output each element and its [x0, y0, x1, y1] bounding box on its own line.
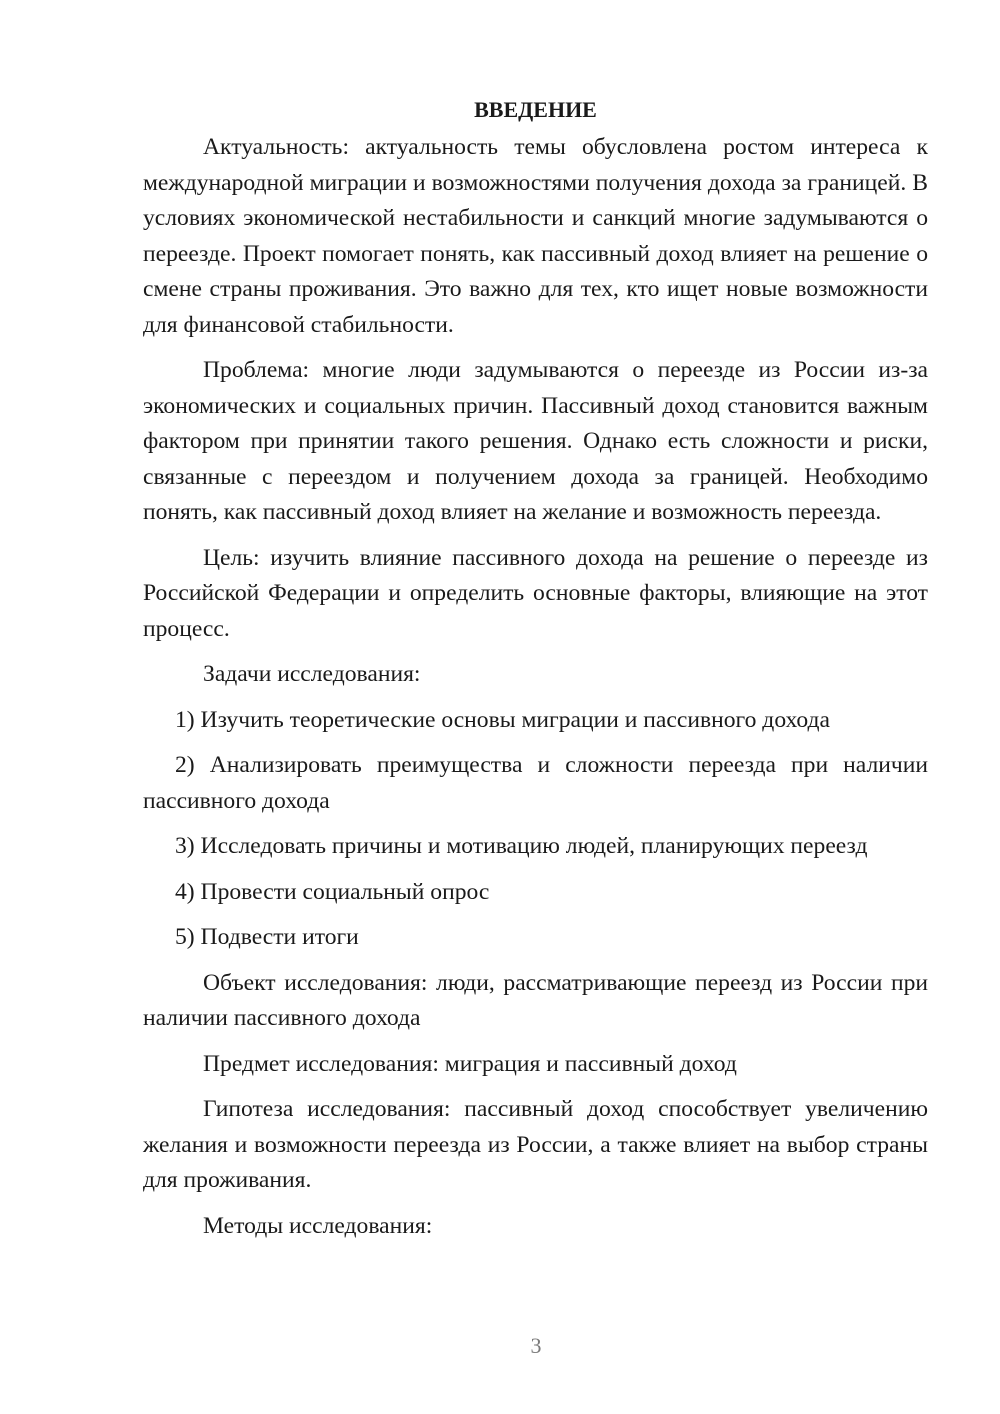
paragraph-hypothesis: Гипотеза исследования: пассивный доход способствует увеличению желания и возможности переезда из России, а также влияет на выбор страны для проживания. — [143, 1096, 928, 1193]
page-number: 3 — [530, 1333, 542, 1358]
paragraph-object: Объект исследования: люди, рассматривающие переезд из России при наличии пассивного дохода — [143, 969, 928, 1031]
paragraph-subject: Предмет исследования: миграция и пассивный доход — [203, 1050, 737, 1077]
task-item-1: 1) Изучить теоретические основы миграции и пассивного дохода — [175, 706, 831, 733]
task-item-3: 3) Исследовать причины и мотивацию людей, планирующих переезд — [175, 833, 868, 859]
methods-heading: Методы исследования: — [203, 1212, 433, 1239]
paragraph-problem: Проблема: многие люди задумываются о переезде из России из-за экономических и социальных причин. Пассивный доход становится важным фактором при принятии такого решения. Однако есть сложности и риски, связанные с переездом и получением дохода за границей. Необходимо понять, как пассивный доход влияет на желание и возможность переезда. — [143, 357, 928, 525]
task-item-4: 4) Провести социальный опрос — [175, 878, 490, 905]
paragraph-relevance: Актуальность: актуальность темы обусловлена ростом интереса к международной миграции и возможностями получения дохода за границей. В условиях экономической нестабильности и санкций многие задумываются о переезде. Проект помогает понять, как пассивный доход влияет на решение о смене страны проживания. Это важно для тех, кто ищет новые возможности для финансовой стабильности. — [143, 134, 928, 338]
paragraph-goal: Цель: изучить влияние пассивного дохода на решение о переезде из Российской Федерации и определить основные факторы, влияющие на этот процесс. — [143, 544, 928, 642]
page-title: ВВЕДЕНИЕ — [474, 97, 597, 122]
task-item-5: 5) Подвести итоги — [175, 924, 359, 950]
task-item-2: 2) Анализировать преимущества и сложности переезда при наличии пассивного дохода — [143, 752, 928, 814]
document-page — [143, 92, 928, 1244]
tasks-heading: Задачи исследования: — [203, 661, 421, 687]
